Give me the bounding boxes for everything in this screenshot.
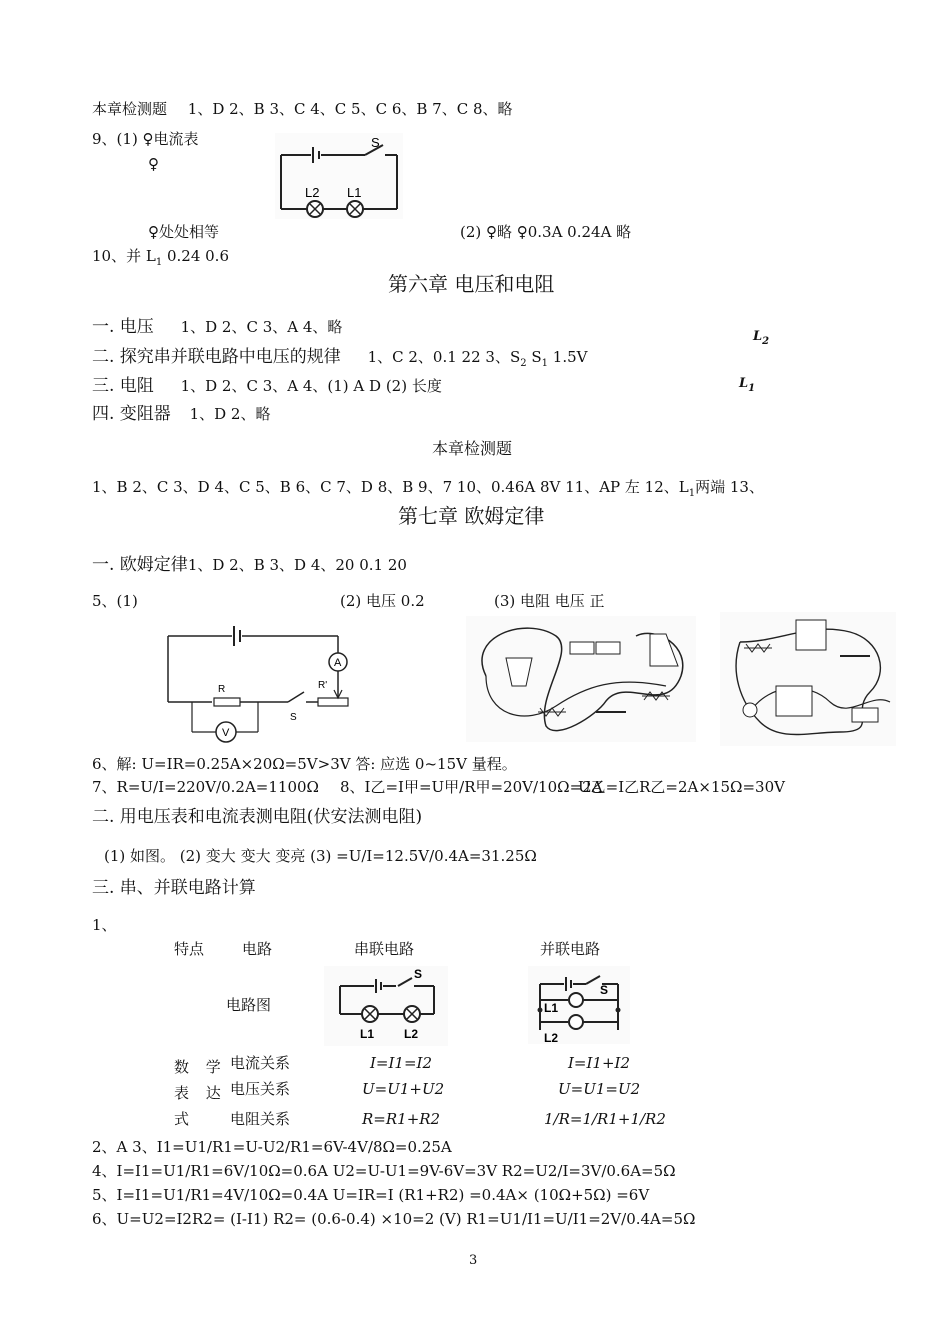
table-math-label-1: 数 学 — [174, 1058, 227, 1076]
table-header-series: 串联电路 — [354, 940, 415, 958]
ch5-fig-l1-label: L1 — [347, 185, 362, 200]
series-l2-label: L2 — [404, 1027, 419, 1041]
ch6-test-title: 本章检测题 — [432, 439, 513, 458]
q5-wiring-sketch-2 — [720, 612, 896, 746]
ch7-s2-label: 二. 用电压表和电流表测电阻(伏安法测电阻) — [92, 807, 423, 827]
q8b: U乙=I乙R乙=2A×15Ω=30V — [578, 778, 785, 796]
table-row-resistance: 电阻关系 — [230, 1110, 291, 1128]
table-row-current: 电流关系 — [230, 1054, 291, 1072]
q5-resistor-label: R — [218, 684, 226, 695]
q9-sub2: ♀处处相等 — [148, 223, 219, 241]
parallel-resistance-formula: 1/R=1/R1+1/R2 — [544, 1110, 666, 1128]
ch5-test-line — [92, 100, 513, 118]
q6: 6、解: U=IR=0.25A×20Ω=5V>3V 答: 应选 0~15V 量程。 — [92, 755, 517, 773]
q9-sub: ♀ — [148, 155, 159, 173]
ch6-s2-label: 二. 探究串并联电路中电压的规律 — [92, 347, 341, 367]
ch6-test-line: 1、B 2、C 3、D 4、C 5、B 6、C 7、D 8、B 9、7 10、0.46A 8V 11、AP 左 12、$L_1$两端 13、 — [92, 478, 764, 499]
q5-ammeter-label: A — [334, 657, 342, 669]
q1: 1、 — [92, 916, 117, 934]
q9-part2: (2) ♀略 ♀0.3A 0.24A 略 — [460, 223, 632, 241]
series-l1-label: L1 — [360, 1027, 375, 1041]
q5-switch-label: S — [290, 712, 297, 723]
ch6-s4-ans: 1、D 2、略 — [189, 405, 271, 423]
q5-rheostat-label: R' — [318, 680, 328, 691]
ch7-s1 — [92, 556, 407, 574]
q5a: 5、(1) — [92, 592, 138, 610]
ch5-circuit-figure — [275, 133, 403, 219]
ch7-s1-label: 一. 欧姆定律 — [92, 555, 188, 575]
ch6-s4 — [92, 405, 270, 423]
side-label-l1: $L_1$ — [739, 376, 756, 394]
ch5-test-answers: 1、D 2、B 3、C 4、C 5、C 6、B 7、C 8、略 — [187, 100, 513, 118]
ch6-title: 第六章 电压和电阻 — [388, 272, 555, 296]
q5-wiring-sketch-1 — [466, 616, 696, 742]
ch6-s1-label: 一. 电压 — [92, 317, 154, 337]
table-math-label-2: 表 达 — [174, 1084, 227, 1102]
q10: 10、并 $L_1$ 0.24 0.6 — [92, 247, 229, 268]
ch5-fig-l2-label: L2 — [305, 185, 320, 200]
q5-voltmeter-label: V — [222, 727, 230, 739]
parallel-l1-label: L1 — [544, 1001, 559, 1015]
ch5-fig-s-label: S — [371, 135, 380, 150]
table-math-label-3: 式 — [174, 1110, 190, 1128]
parallel-voltage-formula: U=U1=U2 — [558, 1080, 641, 1098]
ch5-test-label: 本章检测题 — [92, 100, 168, 118]
ch6-s1-ans: 1、D 2、C 3、A 4、略 — [180, 318, 343, 336]
q9-part1: 9、(1) ♀电流表 — [92, 130, 199, 148]
ch7-s3-label: 三. 串、并联电路计算 — [92, 878, 256, 898]
ch6-s2-ans: 1、C 2、0.1 22 3、$S_2$ $S_1$ 1.5V — [367, 348, 588, 369]
q2-q3: 2、A 3、I1=U1/R1=U-U2/R1=6V-4V/8Ω=0.25A — [92, 1138, 452, 1156]
ch6-s4-label: 四. 变阻器 — [92, 404, 171, 424]
table-header-circuit: 电路 — [242, 940, 273, 958]
ch6-s1 — [92, 318, 342, 336]
q6-calc: 6、U=U2=I2R2= (I-I1) R2= (0.6-0.4) ×10=2 (V) R1=U1/I1=U/I1=2V/0.4A=5Ω — [92, 1210, 696, 1228]
series-circuit-figure — [324, 966, 448, 1046]
ch6-s3-label: 三. 电阻 — [92, 376, 154, 396]
ch7-s2-ans: (1) 如图。 (2) 变大 变大 变亮 (3) =U/I=12.5V/0.4A=31.25Ω — [104, 847, 537, 865]
table-row-voltage: 电压关系 — [230, 1080, 291, 1098]
ch6-s3-ans: 1、D 2、C 3、A 4、(1) A D (2) 长度 — [180, 377, 442, 395]
parallel-s-label: S — [600, 983, 609, 997]
q5-calc: 5、I=I1=U1/R1=4V/10Ω=0.4A U=IR=I (R1+R2) =0.4A× (10Ω+5Ω) =6V — [92, 1186, 650, 1204]
q5b: (2) 电压 0.2 — [340, 592, 425, 610]
q4: 4、I=I1=U1/R1=6V/10Ω=0.6A U2=U-U1=9V-6V=3V R2=U2/I=3V/0.6A=5Ω — [92, 1162, 676, 1180]
table-header-parallel: 并联电路 — [540, 940, 601, 958]
q5-circuit-diagram — [158, 610, 354, 750]
series-voltage-formula: U=U1+U2 — [362, 1080, 445, 1098]
ch6-s3 — [92, 377, 442, 395]
series-current-formula: I=I1=I2 — [370, 1054, 432, 1072]
side-label-l2: $L_2$ — [753, 329, 770, 347]
q5c: (3) 电阻 电压 正 — [494, 592, 605, 610]
parallel-circuit-figure — [528, 966, 630, 1044]
ch7-title: 第七章 欧姆定律 — [398, 504, 545, 528]
parallel-l2-label: L2 — [544, 1031, 559, 1044]
ch7-s1-ans: 1、D 2、B 3、D 4、20 0.1 20 — [187, 556, 407, 574]
table-row-diagram: 电路图 — [226, 996, 272, 1014]
page-number: 3 — [469, 1253, 478, 1268]
parallel-current-formula: I=I1+I2 — [568, 1054, 630, 1072]
q7: 7、R=U/I=220V/0.2A=1100Ω — [92, 778, 319, 796]
series-resistance-formula: R=R1+R2 — [362, 1110, 441, 1128]
table-header-feature: 特点 — [174, 940, 205, 958]
ch6-s2 — [92, 348, 588, 373]
series-s-label: S — [414, 967, 423, 981]
q8: 8、I乙=I甲=U甲/R甲=20V/10Ω=2A — [340, 778, 603, 796]
